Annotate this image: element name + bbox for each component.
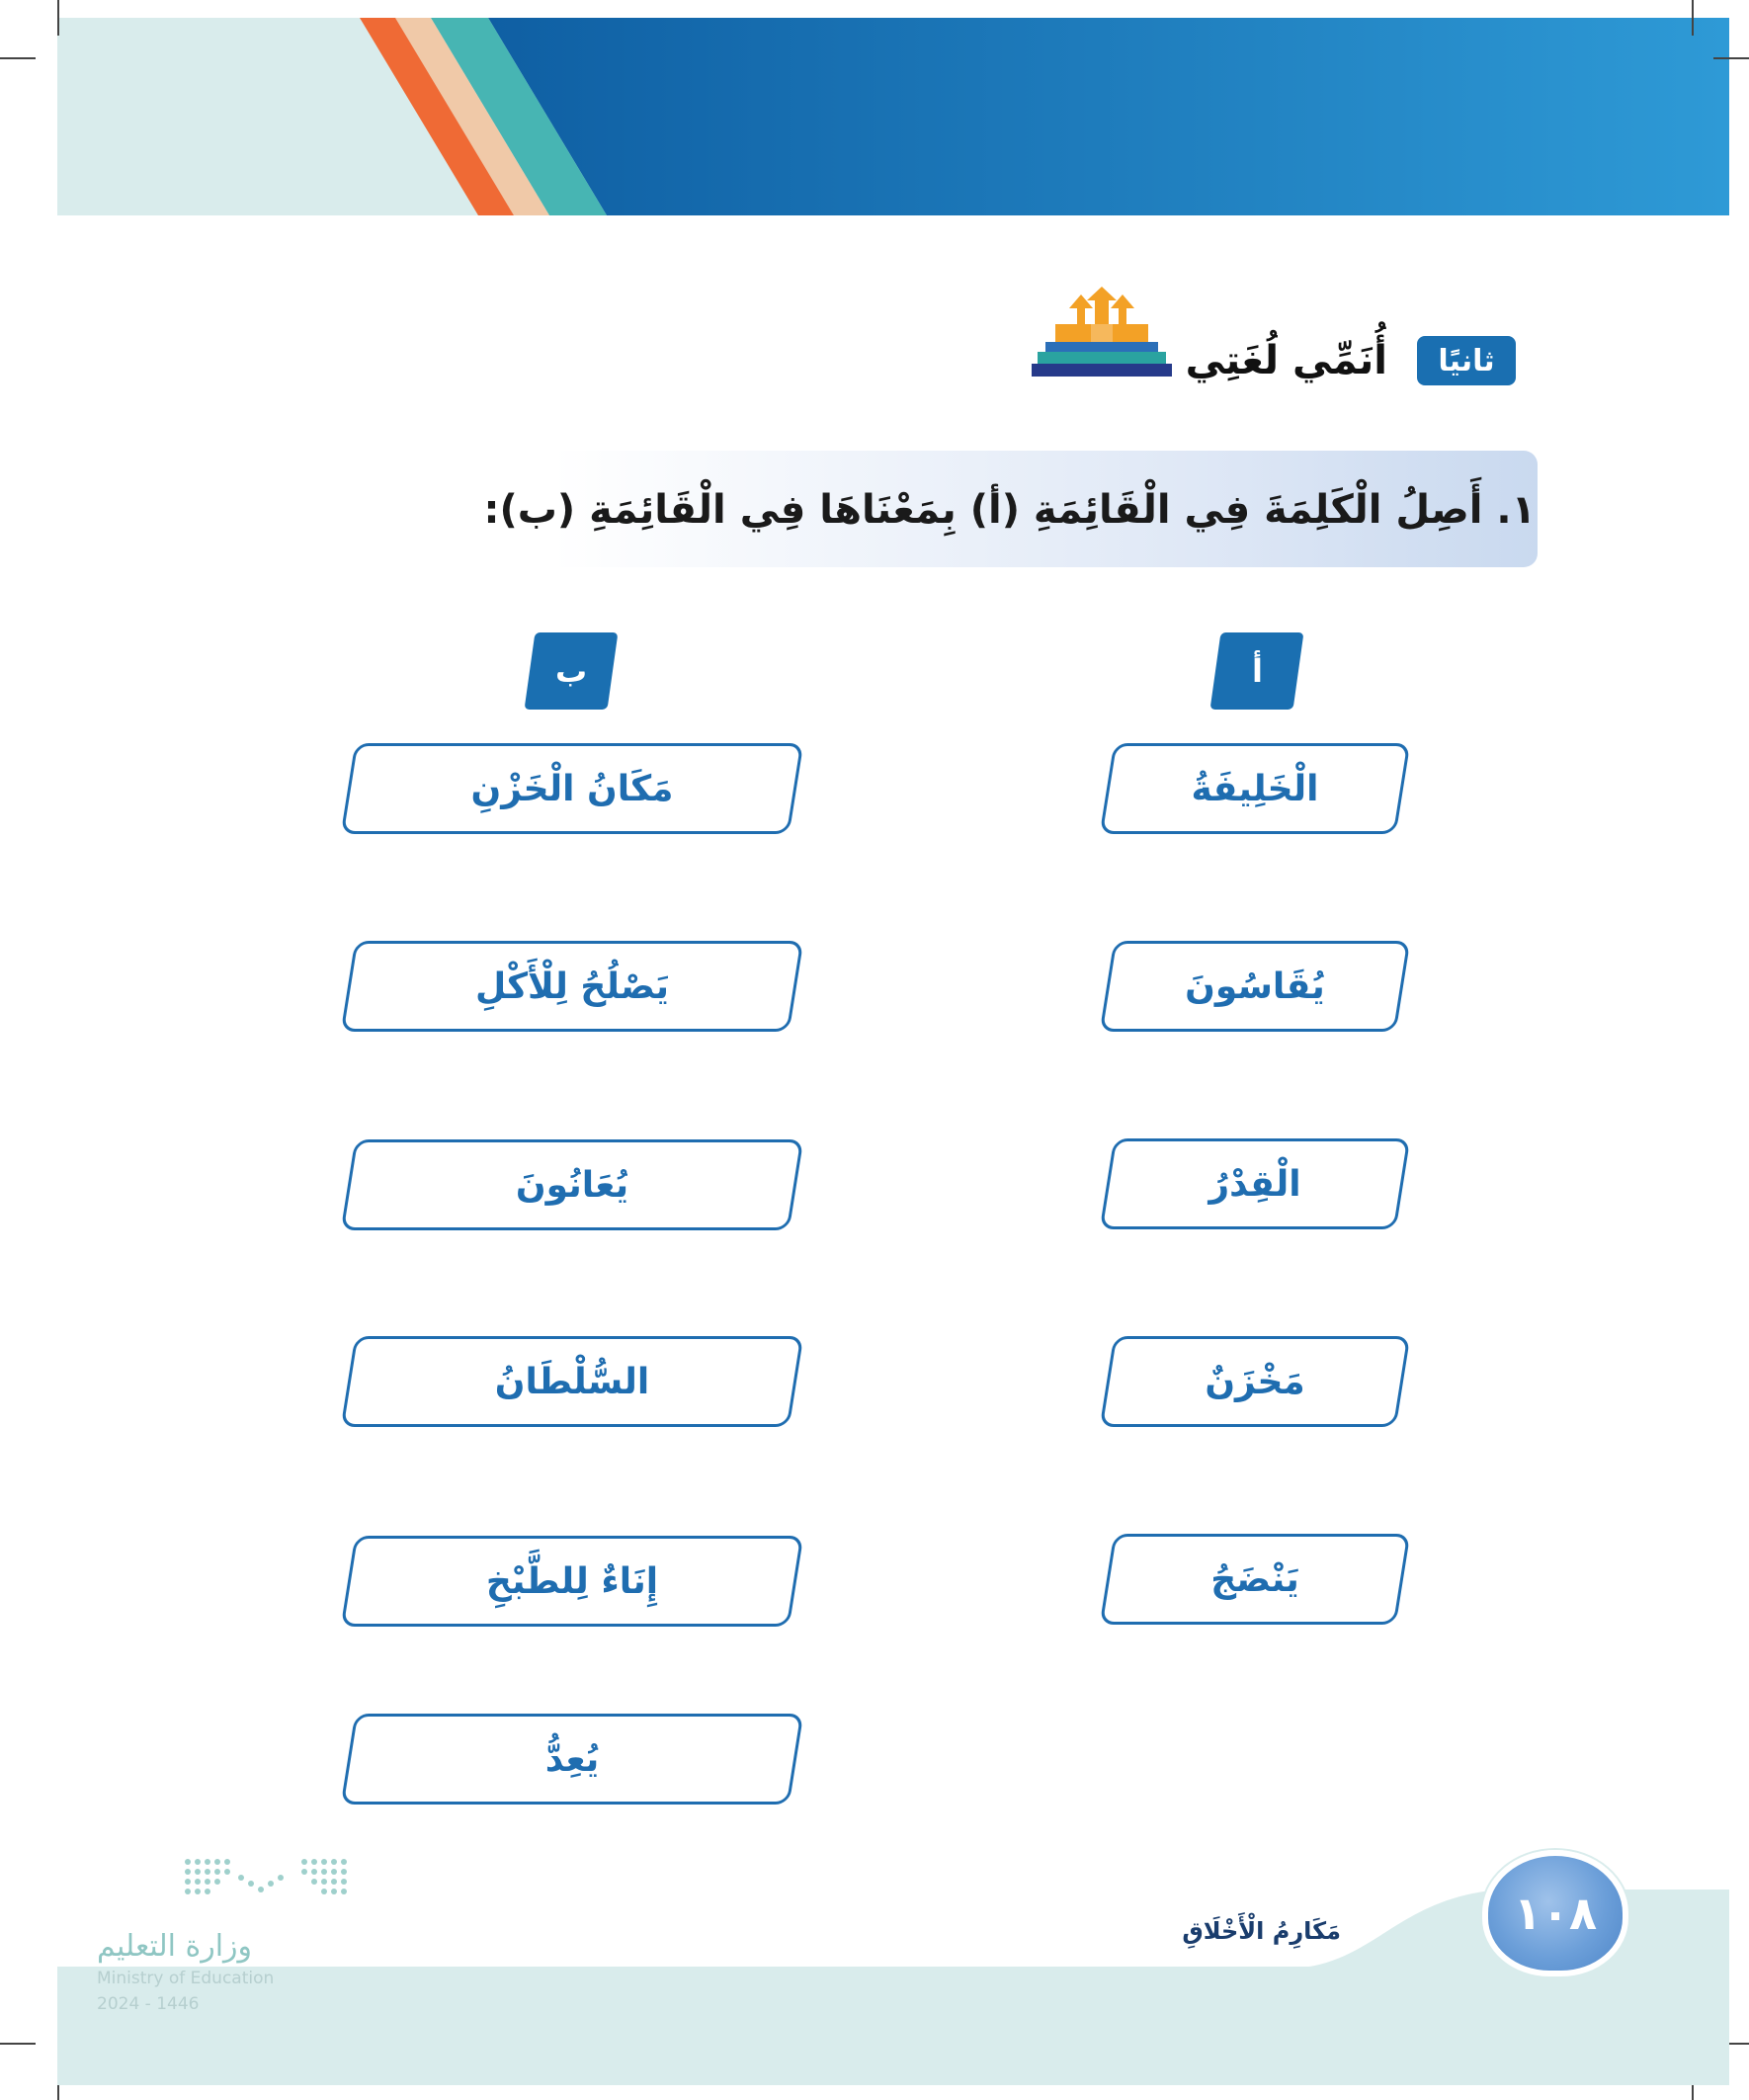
header-blue-stripe xyxy=(488,18,1729,215)
section-title: أُنَمِّي لُغَتِي xyxy=(1185,338,1387,383)
page-number: ١٠٨ xyxy=(1482,1850,1628,1976)
crop-mark xyxy=(57,0,59,36)
unit-title: مَكَارِمُ الْأَخْلَاقِ xyxy=(1182,1917,1341,1945)
instruction-text: ١. أَصِلُ الْكَلِمَةَ فِي الْقَائِمَةِ (أ) بِمَعْنَاهَا فِي الْقَائِمَةِ (ب): xyxy=(483,487,1536,533)
column-b-word[interactable]: السُّلْطَانُ xyxy=(348,1336,796,1427)
column-a-word[interactable]: مَخْزَنٌ xyxy=(1107,1336,1403,1427)
column-b-word[interactable]: مَكَانُ الْخَزْنِ xyxy=(348,743,796,834)
column-b-word[interactable]: يُعِدُّ xyxy=(348,1714,796,1805)
column-a-word[interactable]: يُقَاسُونَ xyxy=(1107,941,1403,1032)
column-a-word[interactable]: يَنْضَجُ xyxy=(1107,1534,1403,1625)
column-b-word[interactable]: يَصْلُحُ لِلْأَكْلِ xyxy=(348,941,796,1032)
ministry-name-arabic: وزارة التعليم xyxy=(97,1929,253,1964)
crop-mark xyxy=(1713,57,1749,59)
crop-mark xyxy=(1692,0,1694,36)
section-badge: ثانيًا xyxy=(1417,336,1516,385)
column-b-label: ب xyxy=(525,632,619,710)
ministry-name-english: Ministry of Education xyxy=(97,1969,275,1988)
column-a-label: أ xyxy=(1210,632,1304,710)
header-band xyxy=(57,18,1729,215)
column-b-word[interactable]: إِنَاءٌ لِلطَّبْخِ xyxy=(348,1536,796,1627)
header-decoration xyxy=(57,18,1729,215)
ministry-logo-icon xyxy=(182,1856,350,1909)
ministry-year: 2024 - 1446 xyxy=(97,1994,200,2014)
column-b-word[interactable]: يُعَانُونَ xyxy=(348,1139,796,1230)
growth-books-icon xyxy=(1032,287,1172,381)
footer-band xyxy=(57,1967,1729,2085)
column-a-word[interactable]: الْقِدْرُ xyxy=(1107,1138,1403,1229)
column-a-word[interactable]: الْخَلِيفَةُ xyxy=(1107,743,1403,834)
crop-mark xyxy=(0,2043,36,2045)
crop-mark xyxy=(0,57,36,59)
